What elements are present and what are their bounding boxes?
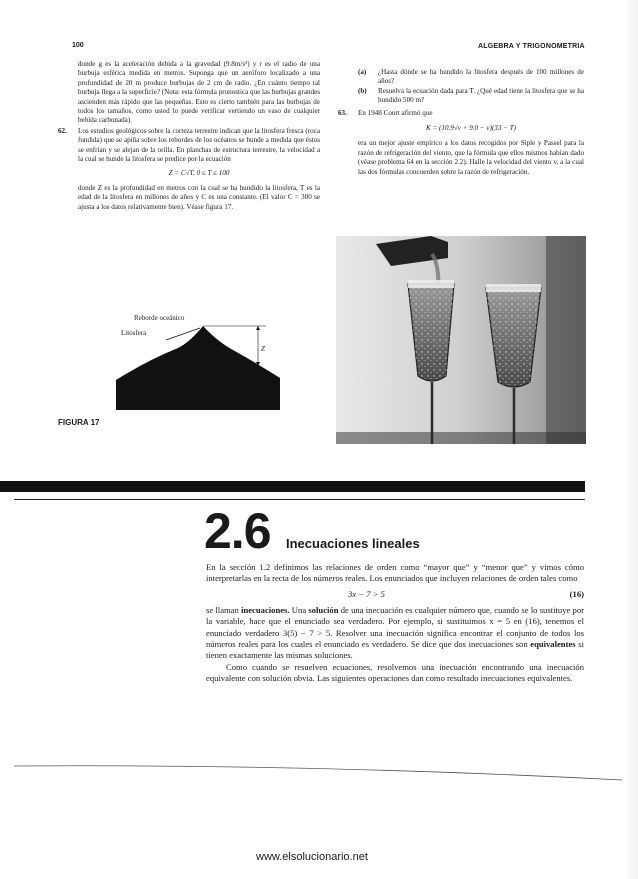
section-number: 2.6 — [204, 503, 271, 559]
item-a-label: (a) — [358, 68, 367, 76]
section-paragraph-2 — [206, 605, 584, 662]
equation-number-16: (16) — [569, 588, 584, 599]
problem-63 — [338, 109, 584, 118]
scan-shadow — [624, 0, 638, 879]
item-b-text: Resuelva la ecuación dada para T. ¿Qué edad tiene la litosfera que se ha hundido 500 m? — [378, 86, 584, 105]
section-rule — [14, 499, 585, 500]
depth-z-label: Z — [261, 345, 265, 353]
term-equivalentes: equivalentes — [530, 639, 576, 650]
p2-text-d: si tienen exactamente las mismas soluciones. — [206, 639, 584, 661]
item-a-text: ¿Hasta dónde se ha hundido la litosfera después de 100 millones de años? — [378, 68, 584, 86]
problem-63-text: En 1948 Court afirmó que — [358, 108, 433, 117]
figure-17-diagram — [108, 320, 288, 416]
problem-63-equation: K = (10.9√v + 9.0 − v)(33 − T) — [425, 124, 517, 133]
depth-arrow-head-top — [256, 326, 260, 330]
figure-caption: FIGURA 17 — [58, 418, 100, 427]
p2-text-c: de una inecuación es cualquier número que, cuando se lo sustituye por la variable, hace que el enunciado sea verdadero. Por ejemplo, si sustituimos x = 5 en (16), tenemos el enunciado verdadero 3(5) − 7 > 5. Resolver una inecuación significa encontrar el conjunto de todos los números reales para los cuales el enunciado es verdadero. Se dice que dos inecuaciones son — [206, 604, 584, 650]
problem-62-after: donde Z es la profundidad en metros con la cual se ha hundido la litosfera, T es la edad de la litosfera en millones de años y C es una constante. (El valor C = 300 se ajusta a los datos relativamente bien). Véase figura 17. — [78, 183, 320, 211]
section-title: Inecuaciones lineales — [286, 536, 420, 551]
p2-text-a: se llaman — [206, 604, 242, 615]
inequality-16: 3x − 7 > 5 — [348, 588, 385, 599]
problem-63-after: era un mejor ajuste empírico a los datos recogidos por Siple y Passel para la razón de refrigeración del viento, que la fórmula que ellos mismos habían dado (véase problema 64 en la sección 2.2). Halle la velocidad del viento v, a la cual las dos fórmulas concuerden sobre la razón de refrigeración. — [358, 139, 584, 176]
term-inecuaciones: inecuaciones. — [241, 604, 290, 615]
page-number: 100 — [72, 42, 84, 49]
section-paragraph-1: En la sección 1.2 definimos las relaciones de orden como “mayor que” y “menor que” y vimos cómo interpretarlas en la recta de los números reales. Los enunciados que incluyen relaciones de orden tales como — [206, 562, 584, 584]
problem-63-number: 63. — [338, 108, 347, 117]
item-a — [338, 68, 584, 87]
carbonated-drink-photo — [336, 236, 586, 444]
problem-62-number: 62. — [58, 126, 67, 135]
inequality-row — [206, 588, 584, 602]
lithosphere-label: Litosfera — [121, 329, 147, 337]
running-title: ALGEBRA Y TRIGONOMETRIA — [478, 43, 585, 50]
ridge-label: Reborde oceánico — [134, 314, 185, 322]
problem-62-text: Los estudios geológicos sobre la corteza terrestre indican que la litosfera fresca (roca fundida) que se apiña sobre los rebordes de los océanos se hunde a medida que éstos se enfrían y se alejan de la orilla. En planchas de estructura terrestre, la velocidad a la cual se hunde la litosfera se predice por la ecuación — [78, 126, 320, 164]
footer-url[interactable]: www.elsolucionario.net — [256, 851, 368, 863]
page-bottom-edge — [14, 762, 624, 784]
left-column — [58, 60, 320, 212]
item-b-label: (b) — [358, 86, 367, 95]
problem-62 — [58, 127, 320, 165]
item-b — [338, 87, 584, 106]
term-solucion: solución — [308, 604, 339, 615]
section-body — [206, 562, 584, 685]
problem-62-equation: Z = C√T, 0 ≤ T ≤ 100 — [168, 169, 230, 178]
p2-text-b: Una — [289, 604, 309, 615]
lithosphere-shape — [116, 326, 280, 410]
intro-paragraph: donde g es la aceleración debida a la gravedad (9.8m/s²) y r es el radio de una burbuja esférica medida en metros. Suponga que un aeróforo localizado a una profundidad de 20 m produce burbujas de 2 cm de radio. ¿En cuánto tiempo tal burbuja llega a la superficie? (Nota: esta fórmula pronostica que las burbujas grandes ascienden más rápido que las pequeñas. Esto es cierto también para las burbujas de todos los tamaños, como usted lo puede verificar vertiendo un vaso de cualquier bebida carbonada). — [78, 60, 320, 125]
right-column — [338, 68, 584, 177]
section-band — [0, 481, 585, 492]
section-paragraph-3: Como cuando se resuelven ecuaciones, resolvemos una inecuación encontrando una inecuación equivalente con solución obvia. Las siguientes operaciones dan como resultado inecuaciones equivalentes. — [206, 661, 584, 684]
